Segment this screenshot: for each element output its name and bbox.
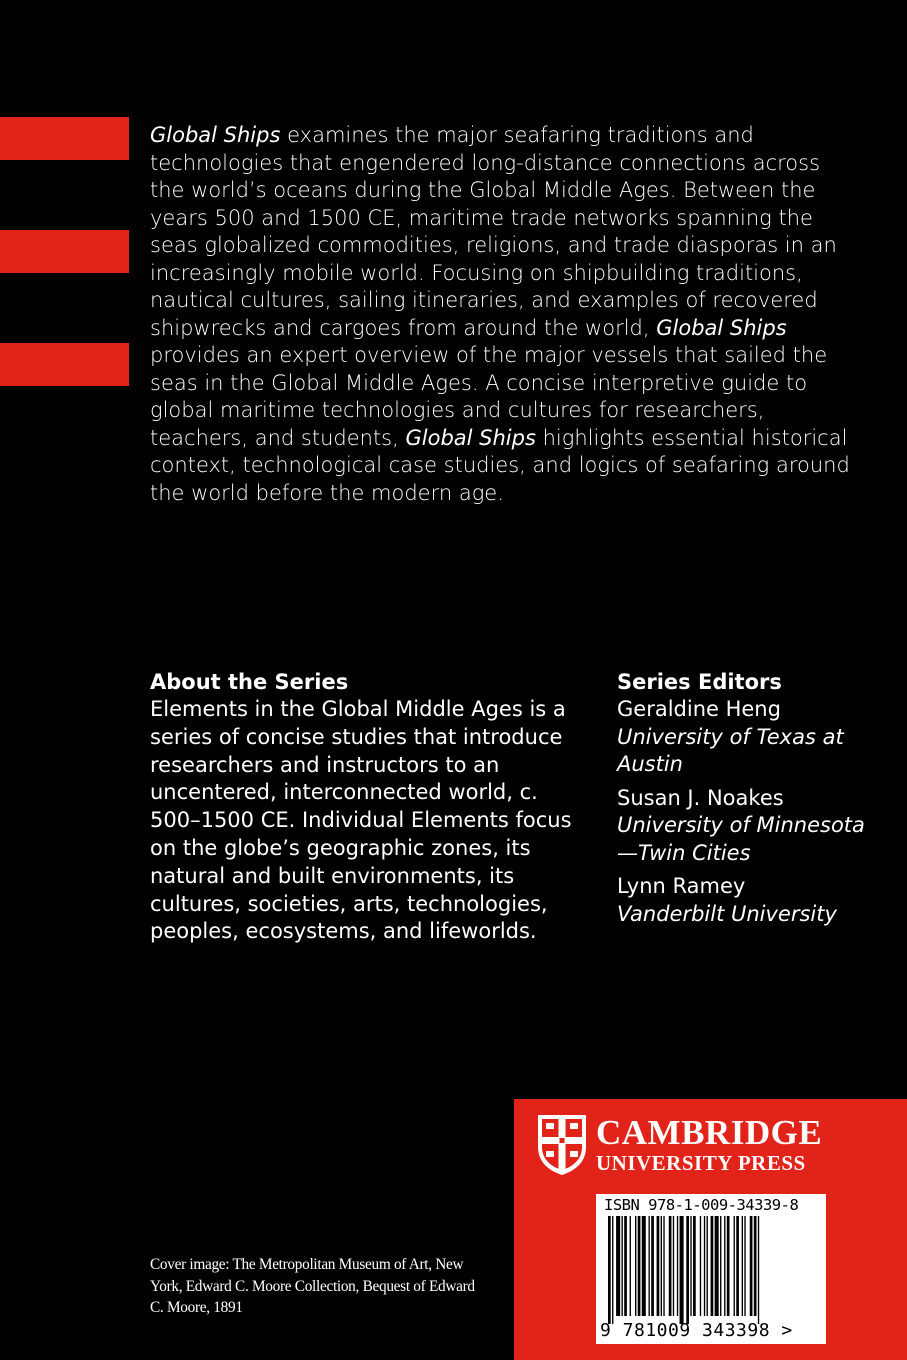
barcode-stripe <box>700 1216 701 1316</box>
publisher-subname: UNIVERSITY PRESS <box>596 1151 806 1175</box>
about-series <box>150 668 590 946</box>
editor-name: Lynn Ramey <box>617 874 746 898</box>
barcode-stripe <box>608 1216 611 1324</box>
editor-affiliation: Vanderbilt University <box>617 901 837 926</box>
decorative-red-bar <box>0 343 129 386</box>
editor-affiliation: University of Texas at Austin <box>617 724 844 776</box>
barcode-stripe <box>669 1216 672 1316</box>
series-editors <box>617 668 877 934</box>
barcode-stripe <box>744 1216 745 1316</box>
editor-name: Susan J. Noakes <box>617 785 784 810</box>
barcode-digits: 9 781009 343398 > <box>600 1320 793 1341</box>
barcode-stripe <box>663 1216 664 1316</box>
editor-entry <box>617 873 877 928</box>
barcode-stripe <box>680 1216 684 1324</box>
decorative-red-bar <box>0 230 129 273</box>
description-text: examines the major seafaring traditions and technologies that engendered long-distance connections across the world’s oceans during the Global Middle Ages. Between the years 500 and 1500 CE, maritime trade networks spanning the seas globalized commodities, religions, and trade diasporas in an increasingly mobile world. Focusing on shipbuilding traditions, nautical cultures, sailing itineraries, and examples of recovered shipwrecks and cargoes from around the world, <box>150 123 837 340</box>
barcode-stripe <box>657 1216 660 1316</box>
barcode-stripe <box>686 1216 689 1324</box>
series-editors-heading: Series Editors <box>617 670 782 694</box>
barcode-stripe <box>715 1216 719 1316</box>
barcode-stripe <box>651 1216 654 1316</box>
editor-entry <box>617 785 877 868</box>
barcode-stripe <box>734 1216 735 1316</box>
barcode-stripe <box>720 1216 721 1316</box>
cambridge-shield-icon <box>536 1113 588 1177</box>
barcode-stripe <box>693 1216 696 1316</box>
barcode-stripe <box>724 1216 725 1316</box>
description-text: provides an expert overview of the major vessels that sailed the seas in the Global Middle Ages. A concise interpretive guide to global maritime technologies and cultures for researchers, teachers, and students, <box>150 343 828 450</box>
publisher-name: CAMBRIDGE <box>596 1113 823 1152</box>
barcode-stripe <box>754 1216 757 1316</box>
editor-affiliation: University of Minnesota—Twin Cities <box>617 813 865 865</box>
barcode-stripe <box>677 1216 678 1316</box>
barcode-stripe <box>690 1216 691 1316</box>
barcode-stripe <box>727 1216 730 1316</box>
barcode-stripe <box>736 1216 739 1316</box>
barcode-stripe <box>649 1216 650 1316</box>
barcode-stripe <box>630 1216 631 1316</box>
book-title: Global Ships <box>656 315 787 340</box>
cover-image-credit: Cover image: The Metropolitan Museum of Art, New York, Edward C. Moore Collection, Bequest of Edward C. Moore, 1891 <box>150 1256 475 1316</box>
about-series-heading: About the Series <box>150 670 349 694</box>
barcode-stripe <box>750 1216 753 1316</box>
barcode-stripe <box>624 1216 627 1316</box>
about-series-text: Elements in the Global Middle Ages is a series of concise studies that introduce researchers and instructors to an uncentered, interconnected world, c. 500–1500 CE. Individual Elements focus on the globe’s geographic zones, its natural and built environments, its cultures, societies, arts, technologies, peoples, ecosystems, and lifeworlds. <box>150 697 572 944</box>
barcode-stripe <box>661 1216 662 1316</box>
book-description <box>150 122 850 507</box>
editor-entry <box>617 696 877 779</box>
description-text: highlights essential historical context, technological case studies, and logics of seafaring around the world before the modern age. <box>150 425 850 505</box>
barcode-stripe <box>704 1216 705 1316</box>
publisher-logo <box>536 1113 822 1177</box>
editor-name: Geraldine Heng <box>617 697 781 721</box>
publisher-panel <box>514 1099 907 1360</box>
barcode-stripe <box>638 1216 641 1316</box>
isbn-barcode <box>596 1194 826 1344</box>
isbn-label: ISBN 978-1-009-34339-8 <box>604 1196 799 1214</box>
barcode-icon <box>606 1216 816 1324</box>
barcode-stripe <box>707 1216 708 1316</box>
barcode-stripe <box>758 1216 759 1324</box>
barcode-stripe <box>616 1216 620 1316</box>
barcode-stripe <box>612 1216 613 1324</box>
barcode-stripe <box>711 1216 714 1316</box>
book-title: Global Ships <box>405 425 536 450</box>
barcode-stripe <box>622 1216 623 1316</box>
decorative-red-bar <box>0 117 129 160</box>
barcode-stripe <box>642 1216 646 1316</box>
barcode-stripe <box>673 1216 674 1316</box>
barcode-stripe <box>635 1216 636 1316</box>
book-title: Global Ships <box>150 123 281 147</box>
barcode-stripe <box>742 1216 743 1316</box>
